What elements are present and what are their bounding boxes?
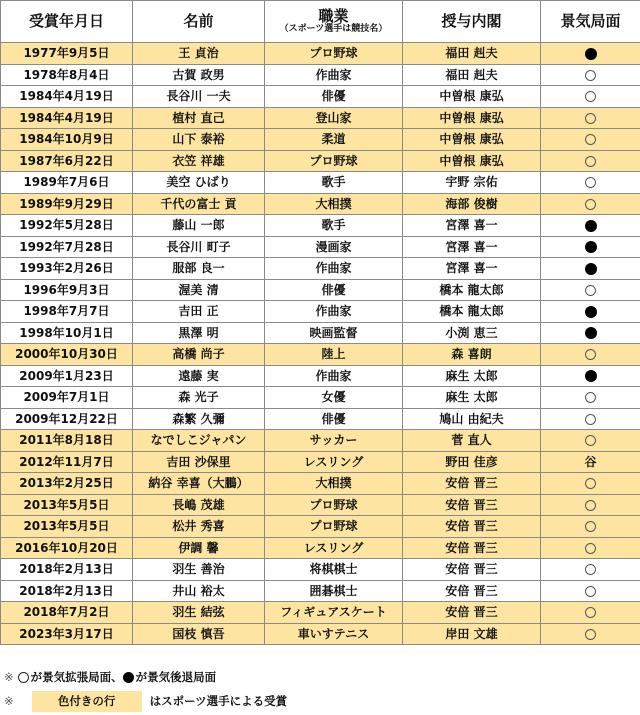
open-circle-icon (585, 414, 596, 425)
cell-name: 山下 泰裕 (133, 129, 265, 151)
open-circle-icon (18, 672, 29, 683)
cell-date: 2018年2月13日 (1, 559, 133, 581)
cell-cabinet: 安倍 晋三 (403, 559, 541, 581)
cell-name: 長谷川 町子 (133, 236, 265, 258)
cell-occupation: 俳優 (265, 86, 403, 108)
cell-date: 2012年11月7日 (1, 451, 133, 473)
header-economy: 景気局面 (541, 1, 640, 43)
cell-name: 千代の富士 貢 (133, 193, 265, 215)
cell-economy (541, 86, 640, 108)
table-row (1, 279, 640, 301)
table-row (1, 43, 640, 65)
table-row (1, 344, 640, 366)
cell-economy (541, 580, 640, 602)
header-occupation-sub: （スポーツ選手は競技名） (279, 24, 388, 35)
cell-date: 2011年8月18日 (1, 430, 133, 452)
cell-occupation: 作曲家 (265, 64, 403, 86)
note-mark: ※ (4, 694, 14, 708)
cell-name: 高橋 尚子 (133, 344, 265, 366)
cell-occupation: 女優 (265, 387, 403, 409)
cell-cabinet: 麻生 太郎 (403, 365, 541, 387)
cell-date: 1989年7月6日 (1, 172, 133, 194)
table-row (1, 64, 640, 86)
cell-cabinet: 橋本 龍太郎 (403, 279, 541, 301)
cell-occupation: 映画監督 (265, 322, 403, 344)
table-row (1, 215, 640, 237)
table-body (1, 43, 640, 645)
cell-economy (541, 129, 640, 151)
cell-cabinet: 安倍 晋三 (403, 580, 541, 602)
open-circle-icon (585, 435, 596, 446)
cell-economy (541, 430, 640, 452)
cell-date: 2016年10月20日 (1, 537, 133, 559)
cell-cabinet: 中曽根 康弘 (403, 107, 541, 129)
filled-circle-icon (585, 263, 597, 275)
filled-circle-icon (585, 370, 597, 382)
table-row (1, 516, 640, 538)
header-date: 受賞年月日 (1, 1, 133, 43)
cell-date: 1978年8月4日 (1, 64, 133, 86)
header-name: 名前 (133, 1, 265, 43)
cell-economy (541, 494, 640, 516)
cell-economy (541, 537, 640, 559)
cell-date: 2009年1月23日 (1, 365, 133, 387)
note-color-label: はスポーツ選手による受賞 (149, 694, 288, 708)
cell-date: 1977年9月5日 (1, 43, 133, 65)
cell-economy (541, 193, 640, 215)
open-circle-icon (585, 177, 596, 188)
cell-name: 藤山 一郎 (133, 215, 265, 237)
cell-date: 2023年3月17日 (1, 623, 133, 645)
table-row (1, 387, 640, 409)
cell-name: 黒澤 明 (133, 322, 265, 344)
cell-occupation: サッカー (265, 430, 403, 452)
cell-cabinet: 福田 赳夫 (403, 43, 541, 65)
cell-name: 吉田 正 (133, 301, 265, 323)
cell-occupation: 車いすテニス (265, 623, 403, 645)
cell-name: なでしこジャパン (133, 430, 265, 452)
cell-economy (541, 150, 640, 172)
table-row (1, 602, 640, 624)
cell-economy (541, 64, 640, 86)
cell-economy (541, 301, 640, 323)
table-row (1, 365, 640, 387)
cell-occupation: 登山家 (265, 107, 403, 129)
header-occupation-label: 職業 (318, 6, 349, 25)
cell-date: 1984年10月9日 (1, 129, 133, 151)
cell-economy (541, 236, 640, 258)
cell-cabinet: 宮澤 喜一 (403, 236, 541, 258)
cell-cabinet: 福田 赳夫 (403, 64, 541, 86)
cell-occupation: 陸上 (265, 344, 403, 366)
table-row (1, 408, 640, 430)
open-circle-icon (585, 134, 596, 145)
cell-name: 渥美 清 (133, 279, 265, 301)
open-circle-icon (585, 91, 596, 102)
header-cabinet: 授与内閣 (403, 1, 541, 43)
open-circle-icon (585, 607, 596, 618)
cell-date: 2013年2月25日 (1, 473, 133, 495)
table-row (1, 559, 640, 581)
cell-cabinet: 安倍 晋三 (403, 473, 541, 495)
footnote-color-legend (4, 691, 287, 711)
note-open-label: が景気拡張局面、 (30, 670, 123, 684)
open-circle-icon (585, 285, 596, 296)
filled-circle-icon (585, 220, 597, 232)
cell-name: 長嶋 茂雄 (133, 494, 265, 516)
cell-date: 2009年12月22日 (1, 408, 133, 430)
open-circle-icon (585, 156, 596, 167)
cell-name: 遠藤 実 (133, 365, 265, 387)
cell-occupation: 俳優 (265, 408, 403, 430)
cell-economy (541, 602, 640, 624)
cell-occupation: 柔道 (265, 129, 403, 151)
cell-occupation: 漫画家 (265, 236, 403, 258)
cell-name: 王 貞治 (133, 43, 265, 65)
cell-occupation: プロ野球 (265, 494, 403, 516)
cell-name: 伊調 馨 (133, 537, 265, 559)
cell-cabinet: 海部 俊樹 (403, 193, 541, 215)
open-circle-icon (585, 521, 596, 532)
cell-cabinet: 宮澤 喜一 (403, 258, 541, 280)
table-row (1, 494, 640, 516)
cell-cabinet: 安倍 晋三 (403, 516, 541, 538)
table-row (1, 451, 640, 473)
cell-cabinet: 中曽根 康弘 (403, 150, 541, 172)
table-row (1, 172, 640, 194)
cell-economy (541, 215, 640, 237)
cell-occupation: 大相撲 (265, 193, 403, 215)
cell-date: 2009年7月1日 (1, 387, 133, 409)
cell-occupation: 囲碁棋士 (265, 580, 403, 602)
cell-occupation: プロ野球 (265, 150, 403, 172)
table-row (1, 86, 640, 108)
cell-occupation: 作曲家 (265, 258, 403, 280)
cell-name: 森繁 久彌 (133, 408, 265, 430)
note-filled-label: が景気後退局面 (135, 670, 217, 684)
cell-economy (541, 516, 640, 538)
header-row (1, 1, 640, 43)
open-circle-icon (585, 500, 596, 511)
cell-occupation: フィギュアスケート (265, 602, 403, 624)
cell-name: 古賀 政男 (133, 64, 265, 86)
open-circle-icon (585, 543, 596, 554)
cell-economy (541, 279, 640, 301)
filled-circle-icon (585, 48, 597, 60)
open-circle-icon (585, 478, 596, 489)
table-row (1, 258, 640, 280)
footnotes (4, 667, 287, 711)
cell-economy (541, 559, 640, 581)
table-row (1, 430, 640, 452)
table-row (1, 473, 640, 495)
open-circle-icon (585, 70, 596, 81)
table-row (1, 193, 640, 215)
cell-cabinet: 中曽根 康弘 (403, 86, 541, 108)
open-circle-icon (585, 586, 596, 597)
cell-date: 2018年7月2日 (1, 602, 133, 624)
cell-occupation: レスリング (265, 537, 403, 559)
open-circle-icon (585, 113, 596, 124)
cell-cabinet: 菅 直人 (403, 430, 541, 452)
cell-economy (541, 451, 640, 473)
cell-name: 国枝 慎吾 (133, 623, 265, 645)
cell-economy (541, 365, 640, 387)
filled-circle-icon (585, 306, 597, 318)
cell-economy (541, 107, 640, 129)
cell-economy (541, 408, 640, 430)
table-row (1, 322, 640, 344)
cell-date: 1984年4月19日 (1, 86, 133, 108)
table-row (1, 537, 640, 559)
cell-cabinet: 宇野 宗佑 (403, 172, 541, 194)
footnote-economy-legend (4, 667, 287, 687)
filled-circle-icon (585, 241, 597, 253)
table-row (1, 129, 640, 151)
cell-name: 森 光子 (133, 387, 265, 409)
cell-occupation: 歌手 (265, 215, 403, 237)
cell-cabinet: 安倍 晋三 (403, 494, 541, 516)
table-row (1, 150, 640, 172)
filled-circle-icon (123, 672, 134, 683)
table-row (1, 623, 640, 645)
cell-occupation: レスリング (265, 451, 403, 473)
filled-circle-icon (585, 327, 597, 339)
header-occupation (265, 1, 403, 43)
cell-date: 1987年6月22日 (1, 150, 133, 172)
cell-cabinet: 森 喜朗 (403, 344, 541, 366)
cell-name: 松井 秀喜 (133, 516, 265, 538)
cell-economy (541, 473, 640, 495)
cell-date: 1993年2月26日 (1, 258, 133, 280)
cell-name: 納谷 幸喜（大鵬） (133, 473, 265, 495)
cell-date: 2000年10月30日 (1, 344, 133, 366)
cell-date: 2013年5月5日 (1, 516, 133, 538)
cell-name: 長谷川 一夫 (133, 86, 265, 108)
cell-date: 1998年7月7日 (1, 301, 133, 323)
cell-name: 衣笠 祥雄 (133, 150, 265, 172)
sport-color-swatch: 色付きの行 (32, 691, 142, 712)
table-row (1, 580, 640, 602)
cell-name: 植村 直己 (133, 107, 265, 129)
cell-occupation: プロ野球 (265, 43, 403, 65)
cell-economy (541, 387, 640, 409)
open-circle-icon (585, 392, 596, 403)
cell-date: 1992年7月28日 (1, 236, 133, 258)
cell-occupation: 歌手 (265, 172, 403, 194)
note-mark: ※ (4, 670, 14, 684)
cell-occupation: プロ野球 (265, 516, 403, 538)
open-circle-icon (585, 629, 596, 640)
cell-economy (541, 322, 640, 344)
cell-name: 服部 良一 (133, 258, 265, 280)
cell-occupation: 作曲家 (265, 301, 403, 323)
cell-name: 羽生 結弦 (133, 602, 265, 624)
cell-economy (541, 43, 640, 65)
cell-cabinet: 野田 佳彦 (403, 451, 541, 473)
cell-occupation: 将棋棋士 (265, 559, 403, 581)
table-row (1, 107, 640, 129)
open-circle-icon (585, 349, 596, 360)
cell-economy (541, 172, 640, 194)
table-row (1, 301, 640, 323)
cell-occupation: 大相撲 (265, 473, 403, 495)
cell-cabinet: 岸田 文雄 (403, 623, 541, 645)
cell-name: 羽生 善治 (133, 559, 265, 581)
cell-name: 井山 裕太 (133, 580, 265, 602)
cell-date: 1984年4月19日 (1, 107, 133, 129)
cell-name: 吉田 沙保里 (133, 451, 265, 473)
cell-name: 美空 ひばり (133, 172, 265, 194)
open-circle-icon (585, 199, 596, 210)
cell-cabinet: 安倍 晋三 (403, 537, 541, 559)
table-row (1, 236, 640, 258)
cell-date: 2013年5月5日 (1, 494, 133, 516)
cell-cabinet: 麻生 太郎 (403, 387, 541, 409)
cell-cabinet: 鳩山 由紀夫 (403, 408, 541, 430)
cell-cabinet: 安倍 晋三 (403, 602, 541, 624)
cell-economy (541, 344, 640, 366)
cell-economy (541, 258, 640, 280)
cell-date: 1989年9月29日 (1, 193, 133, 215)
cell-date: 1998年10月1日 (1, 322, 133, 344)
cell-date: 1992年5月28日 (1, 215, 133, 237)
cell-cabinet: 宮澤 喜一 (403, 215, 541, 237)
cell-occupation: 作曲家 (265, 365, 403, 387)
economy-text: 谷 (584, 454, 597, 469)
cell-cabinet: 橋本 龍太郎 (403, 301, 541, 323)
cell-date: 2018年2月13日 (1, 580, 133, 602)
cell-cabinet: 中曽根 康弘 (403, 129, 541, 151)
open-circle-icon (585, 564, 596, 575)
cell-occupation: 俳優 (265, 279, 403, 301)
cell-date: 1996年9月3日 (1, 279, 133, 301)
cell-economy (541, 623, 640, 645)
cell-cabinet: 小渕 恵三 (403, 322, 541, 344)
